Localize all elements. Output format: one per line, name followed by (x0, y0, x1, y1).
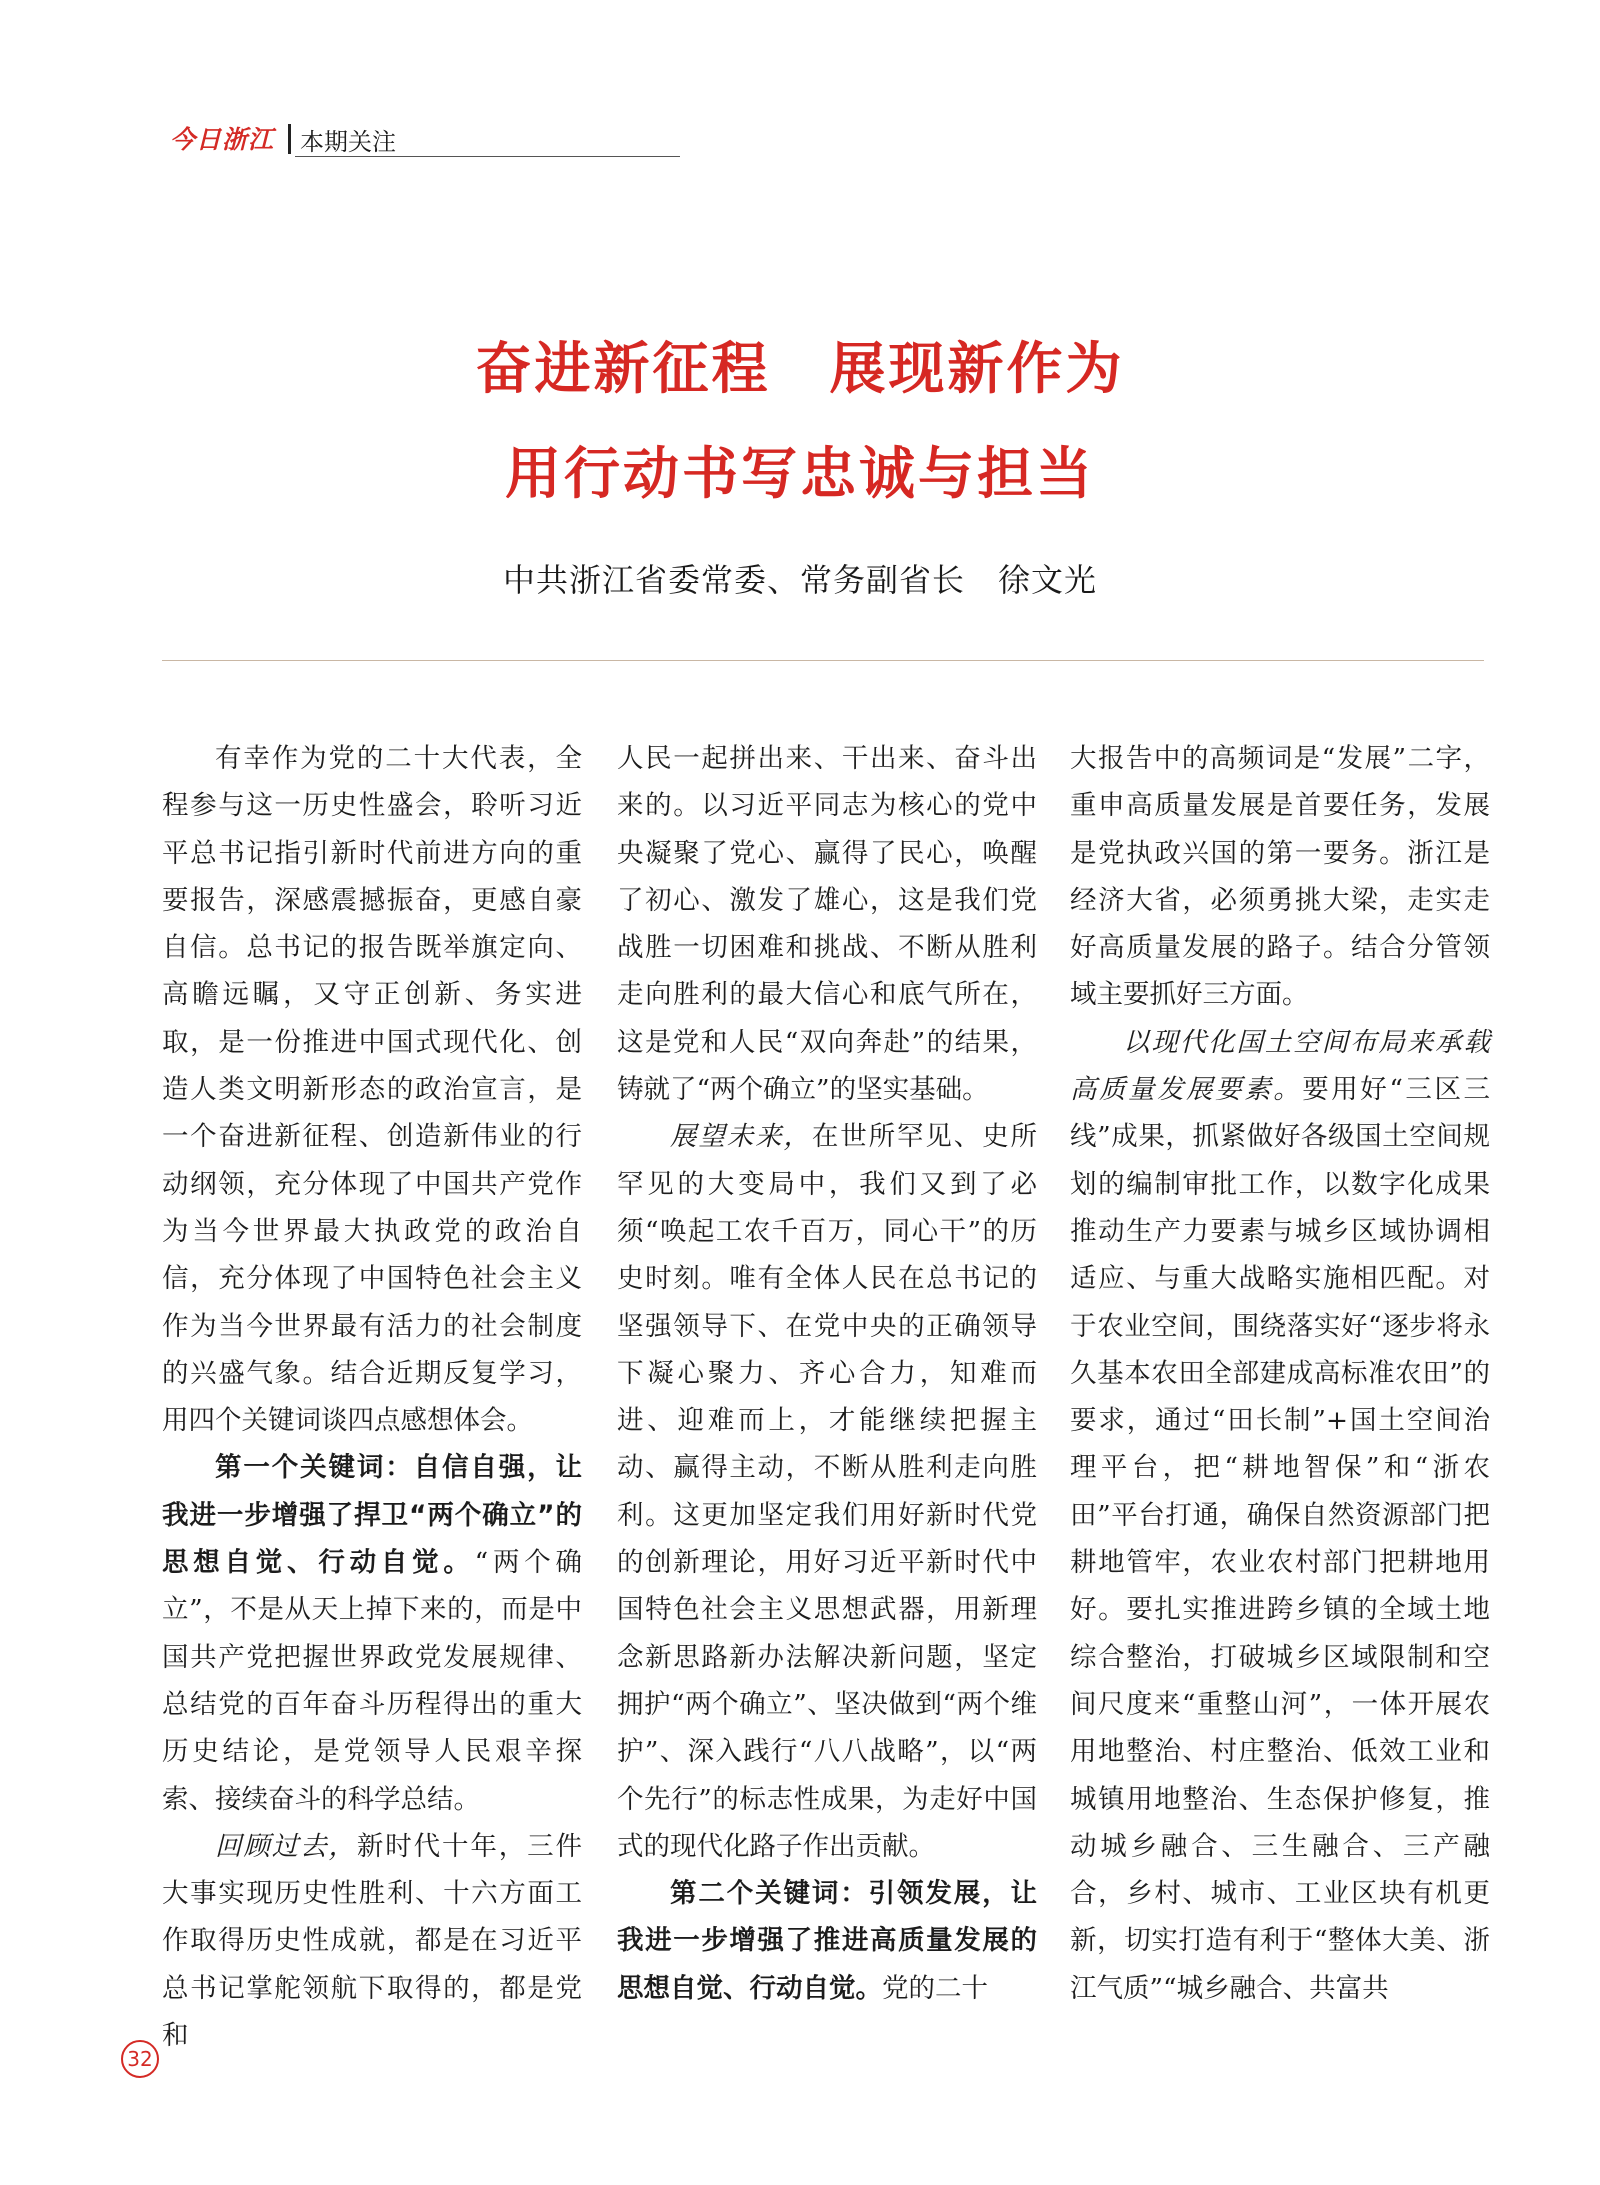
paragraph-lead: 展望未来， (670, 1121, 812, 1153)
keyword-heading: 第二个关键词：引领发展，让我进一步增强了推进高质量发展的思想自觉、行动自觉。 (617, 1878, 1037, 2004)
paragraph: 有幸作为党的二十大代表，全程参与这一历史性盛会，聆听习近平总书记指引新时代前进方向的重要报告，深感震撼振奋，更感自豪自信。总书记的报告既举旗定向、高瞻远瞩，又守正创新、务实进取，是一份推进中国式现代化、创造人类文明新形态的政治宣言，是一个奋进新征程、创造新伟业的行动纲领，充分体现了中国共产党作为当今世界最大执政党的政治自信，充分体现了中国特色社会主义作为当今世界最有活力的社会制度的兴盛气象。结合近期反复学习，用四个关键词谈四点感想体会。 (162, 743, 582, 1437)
paragraph-text: “两个确立”，不是从天上掉下来的，而是中国共产党把握世界政党发展规律、总结党的百年奋斗历程得出的重大历史结论，是党领导人民艰辛探索、接续奋斗的科学总结。 (162, 1547, 582, 1815)
paragraph: 人民一起拼出来、干出来、奋斗出来的。以习近平同志为核心的党中央凝聚了党心、赢得了民心，唤醒了初心、激发了雄心，这是我们党战胜一切困难和挑战、不断从胜利走向胜利的最大信心和底气所在，这是党和人民“双向奔赴”的结果，铸就了“两个确立”的坚实基础。 (617, 743, 1037, 1106)
paragraph: 大报告中的高频词是“发展”二字，重申高质量发展是首要任务，发展是党执政兴国的第一要务。浙江是经济大省，必须勇挑大梁，走实走好高质量发展的路子。结合分管领域主要抓好三方面。 (1070, 743, 1490, 1011)
article-author: 中共浙江省委常委、常务副省长 徐文光 (502, 561, 1097, 599)
text-column-1 (162, 735, 582, 2059)
paragraph (162, 1444, 582, 1822)
header-rule (295, 156, 680, 157)
paragraph-lead: 回顾过去， (215, 1830, 357, 1862)
page-header (170, 118, 510, 158)
article-title-line-1: 奋进新征程 展现新作为 (475, 337, 1125, 402)
paragraph (162, 1823, 582, 2059)
paragraph-text: 新时代十年，三件大事实现历史性胜利、十六方面工作取得历史性成就，都是在习近平总书记掌舵领航下取得的，都是党和 (162, 1830, 582, 2052)
brand-logo: 今日浙江 (170, 125, 275, 154)
paragraph-text: 在世所罕见、史所罕见的大变局中，我们又到了必须“唤起工农千百万，同心干”的历史时刻。唯有全体人民在总书记的坚强领导下、在党中央的正确领导下凝心聚力、齐心合力，知难而进、迎难而上，才能继续把握主动、赢得主动，不断从胜利走向胜利。这更加坚定我们用好新时代党的创新理论，用好习近平新时代中国特色社会主义思想武器，用新理念新思路新办法解决新问题，坚定拥护“两个确立”、坚决做到“两个维护”、深入践行“八八战略”，以“两个先行”的标志性成果，为走好中国式的现代化路子作出贡献。 (617, 1121, 1037, 1862)
paragraph-text: 党的二十 (882, 1972, 988, 2004)
section-label: 本期关注 (300, 128, 396, 156)
paragraph (617, 1113, 1037, 1870)
text-column-2 (617, 735, 1037, 2012)
paragraph-lead: 以现代化国土空间布局来承载高质量发展要素。 (1070, 1026, 1490, 1106)
text-column-3 (1070, 735, 1490, 2012)
header-divider (288, 124, 291, 154)
keyword-heading: 第一个关键词：自信自强，让我进一步增强了捍卫“两个确立”的思想自觉、行动自觉。 (162, 1452, 582, 1579)
title-divider (162, 660, 1484, 661)
page-number: 32 (121, 2040, 159, 2078)
paragraph (1070, 1019, 1490, 2012)
article-title-line-2: 用行动书写忠诚与担当 (505, 442, 1095, 507)
paragraph-text: 要用好“三区三线”成果，抓紧做好各级国土空间规划的编制审批工作，以数字化成果推动生产力要素与城乡区域协调相适应、与重大战略实施相匹配。对于农业空间，围绕落实好“逐步将永久基本农田全部建成高标准农田”的要求，通过“田长制”+国土空间治理平台，把“耕地智保”和“浙农田”平台打通，确保自然资源部门把耕地管牢，农业农村部门把耕地用好。要扎实推进跨乡镇的全域土地综合整治，打破城乡区域限制和空间尺度来“重整山河”，一体开展农用地整治、村庄整治、低效工业和城镇用地整治、生态保护修复，推动城乡融合、三生融合、三产融合，乡村、城市、工业区块有机更新，切实打造有利于“整体大美、浙江气质”“城乡融合、共富共 (1070, 1074, 1490, 2004)
paragraph (617, 1870, 1037, 2012)
